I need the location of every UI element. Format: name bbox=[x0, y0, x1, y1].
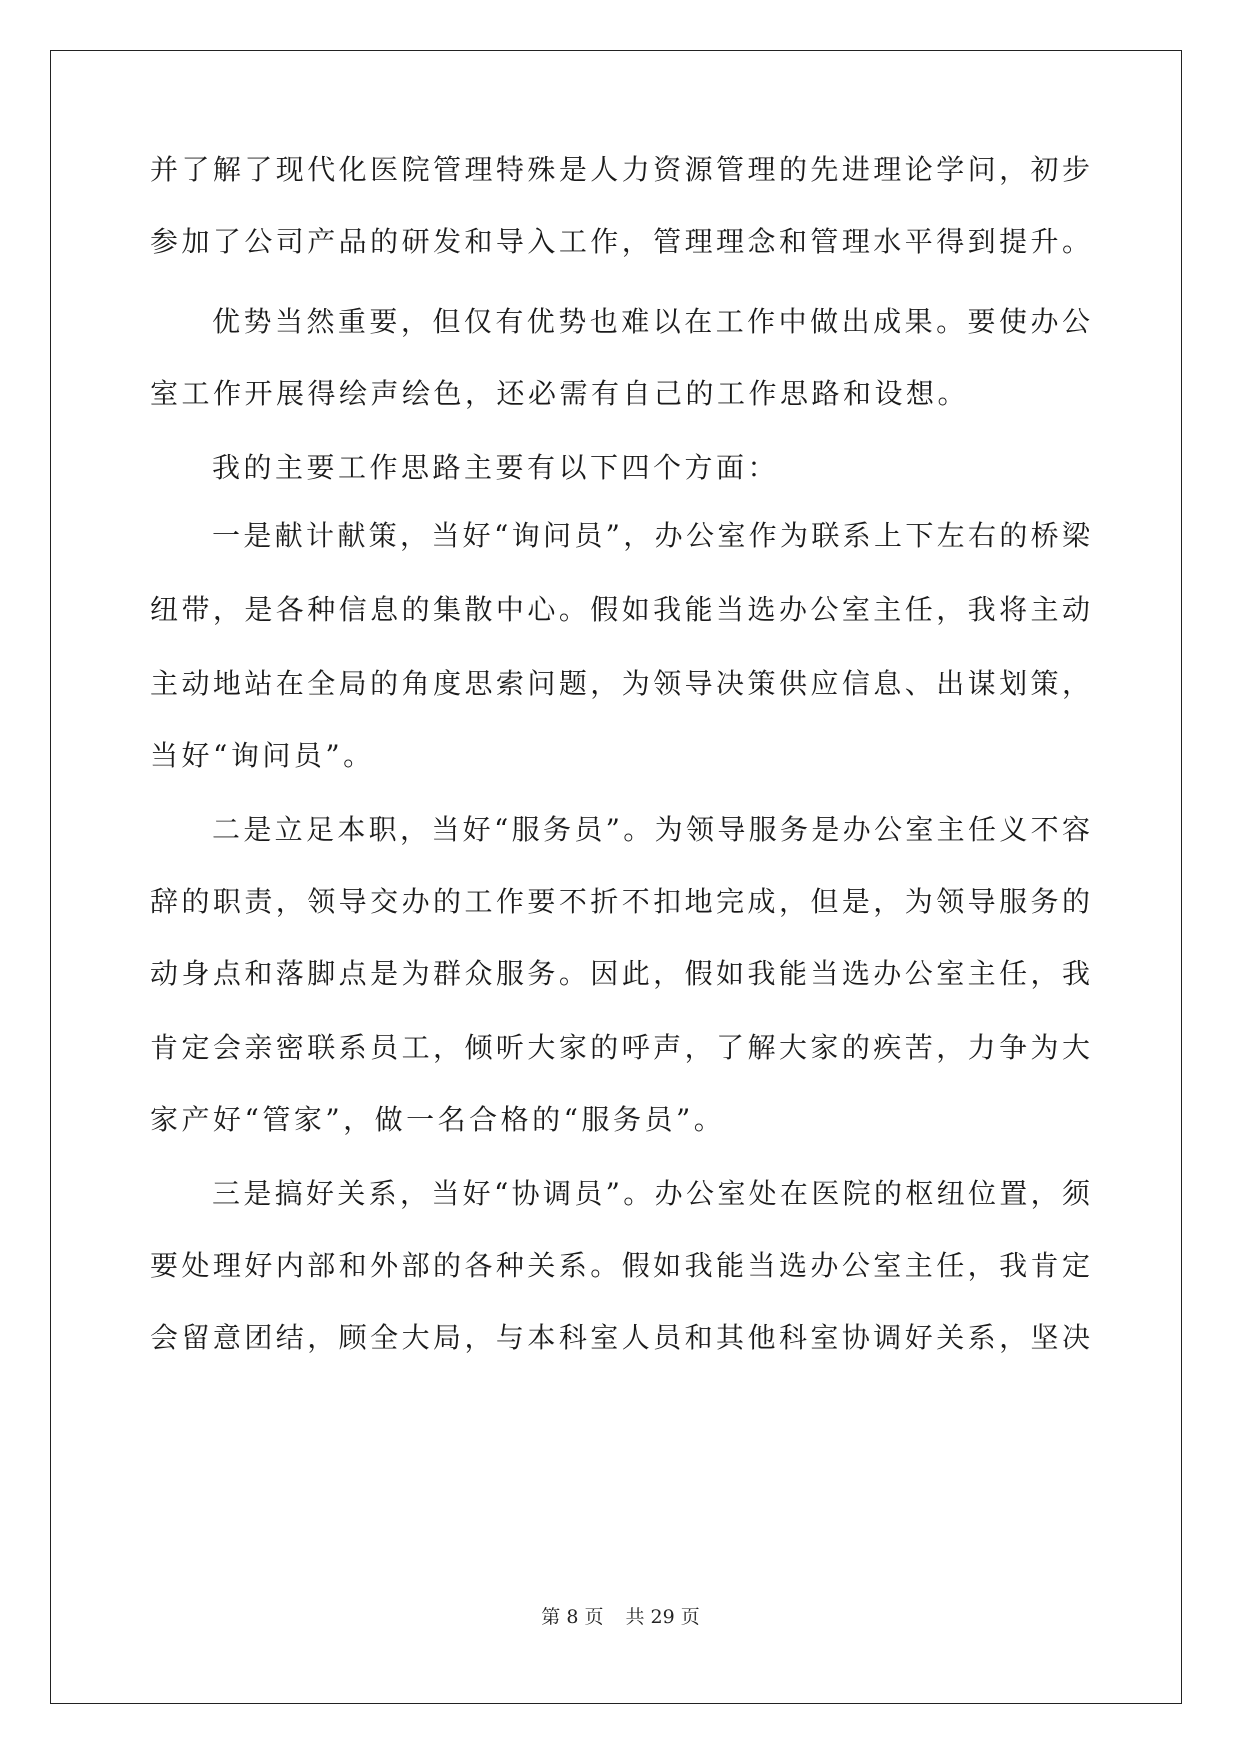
paragraph-line: 纽带，是各种信息的集散中心。假如我能当选办公室主任，我将主动 bbox=[150, 593, 1090, 626]
paragraph-line: 动身点和落脚点是为群众服务。因此，假如我能当选办公室主任，我 bbox=[150, 957, 1090, 990]
paragraph-line: 肯定会亲密联系员工，倾听大家的呼声，了解大家的疾苦，力争为大 bbox=[150, 1031, 1090, 1064]
paragraph-line: 室工作开展得绘声绘色，还必需有自己的工作思路和设想。 bbox=[150, 377, 970, 410]
paragraph-line: 我的主要工作思路主要有以下四个方面： bbox=[212, 451, 780, 484]
paragraph-line: 一是献计献策，当好“询问员”，办公室作为联系上下左右的桥梁 bbox=[212, 519, 1090, 552]
page-number: 第 8 页 bbox=[541, 1606, 604, 1628]
paragraph-line: 辞的职责，领导交办的工作要不折不扣地完成，但是，为领导服务的 bbox=[150, 885, 1090, 918]
paragraph-line: 当好“询问员”。 bbox=[150, 739, 375, 772]
paragraph-line: 优势当然重要，但仅有优势也难以在工作中做出成果。要使办公 bbox=[212, 305, 1090, 338]
paragraph-line: 三是搞好关系，当好“协调员”。办公室处在医院的枢纽位置，须 bbox=[212, 1177, 1090, 1210]
page-footer bbox=[0, 1605, 1241, 1629]
paragraph-line: 主动地站在全局的角度思索问题，为领导决策供应信息、出谋划策， bbox=[150, 667, 1090, 700]
paragraph-line: 二是立足本职，当好“服务员”。为领导服务是办公室主任义不容 bbox=[212, 813, 1090, 846]
paragraph-line: 并了解了现代化医院管理特殊是人力资源管理的先进理论学问，初步 bbox=[150, 153, 1090, 186]
paragraph-line: 参加了公司产品的研发和导入工作，管理理念和管理水平得到提升。 bbox=[150, 225, 1090, 258]
page-total: 共 29 页 bbox=[625, 1606, 700, 1628]
paragraph-line: 家产好“管家”，做一名合格的“服务员”。 bbox=[150, 1103, 726, 1136]
paragraph-line: 要处理好内部和外部的各种关系。假如我能当选办公室主任，我肯定 bbox=[150, 1249, 1090, 1282]
paragraph-line: 会留意团结，顾全大局，与本科室人员和其他科室协调好关系，坚决 bbox=[150, 1321, 1090, 1354]
